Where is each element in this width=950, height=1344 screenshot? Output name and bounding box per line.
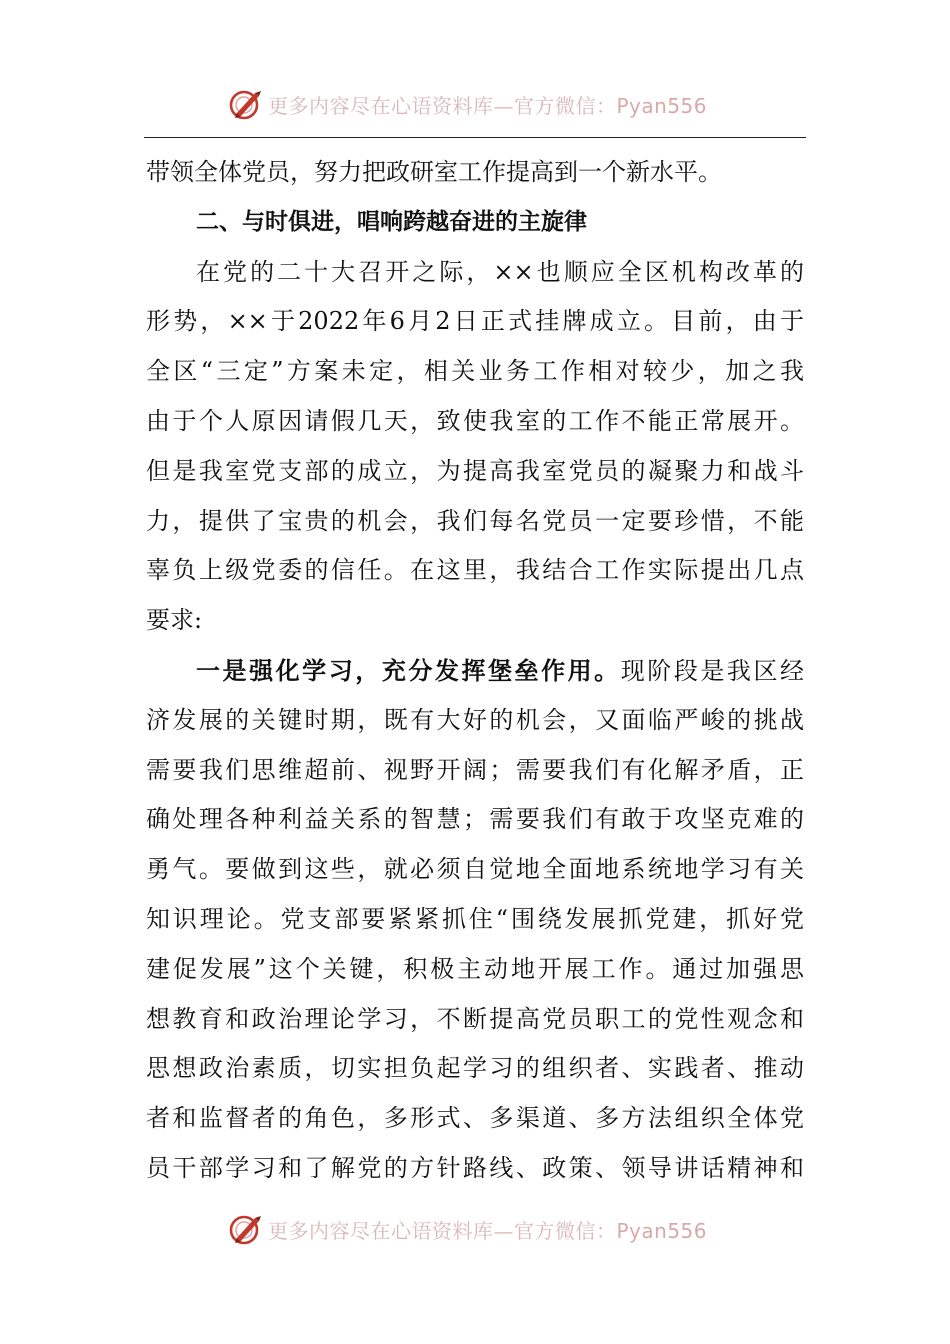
watermark-handle: Pyan556 [616, 1218, 708, 1243]
text-line: 确处理各种利益关系的智慧；需要我们有敢于攻坚克难的 [146, 805, 804, 834]
text-line: 想教育和政治理论学习，不断提高党员职工的党性观念和 [146, 1004, 804, 1033]
watermark-text: 更多内容尽在心语资料库—官方微信：Pyan556 [268, 1218, 708, 1243]
text-line: 要求: [146, 606, 203, 635]
header-rule [144, 137, 806, 138]
header-watermark-banner [0, 86, 950, 122]
section-heading: 二、与时俱进，唱响跨越奋进的主旋律 [196, 208, 587, 235]
text-line [146, 646, 804, 696]
text-line: 形势，××于2022年6月2日正式挂牌成立。目前，由于 [146, 307, 804, 336]
footer-watermark-banner [0, 1211, 950, 1247]
text-line: 建促发展”这个关键，积极主动地开展工作。通过加强思 [146, 954, 804, 983]
pen-seal-logo-icon [228, 87, 262, 121]
text-line: 勇气。要做到这些，就必须自觉地全面地系统地学习有关 [146, 855, 804, 884]
text-line: 全区“三定”方案未定，相关业务工作相对较少，加之我 [146, 357, 804, 386]
text-line: 知识理论。党支部要紧紧抓住“围绕发展抓党建，抓好党 [146, 904, 804, 933]
text-line: 者和监督者的角色，多形式、多渠道、多方法组织全体党 [146, 1104, 804, 1133]
text-line: 在党的二十大召开之际，××也顺应全区机构改革的 [196, 257, 804, 286]
text-line: 济发展的关键时期，既有大好的机会，又面临严峻的挑战 [146, 705, 804, 734]
document-body [146, 148, 804, 1194]
text-line: 思想政治素质，切实担负起学习的组织者、实践者、推动 [146, 1054, 804, 1083]
pen-seal-logo-icon [228, 1212, 262, 1246]
watermark-text: 更多内容尽在心语资料库—官方微信：Pyan556 [268, 93, 708, 118]
text-line: 但是我室党支部的成立，为提高我室党员的凝聚力和战斗 [146, 456, 804, 485]
text-line: 带领全体党员，努力把政研室工作提高到一个新水平。 [146, 158, 722, 186]
text-line: 由于个人原因请假几天，致使我室的工作不能正常展开。 [146, 406, 804, 435]
paragraph-lead: 一是强化学习，充分发挥堡垒作用。 [196, 655, 621, 685]
watermark-handle: Pyan556 [616, 93, 708, 118]
paragraph-text: 现阶段是我区经 [620, 656, 805, 685]
text-line: 力，提供了宝贵的机会，我们每名党员一定要珍惜，不能 [146, 506, 804, 535]
text-line: 员干部学习和了解党的方针路线、政策、领导讲话精神和 [146, 1153, 804, 1182]
text-line: 辜负上级党委的信任。在这里，我结合工作实际提出几点 [146, 556, 804, 585]
text-line: 需要我们思维超前、视野开阔；需要我们有化解矛盾，正 [146, 755, 804, 784]
